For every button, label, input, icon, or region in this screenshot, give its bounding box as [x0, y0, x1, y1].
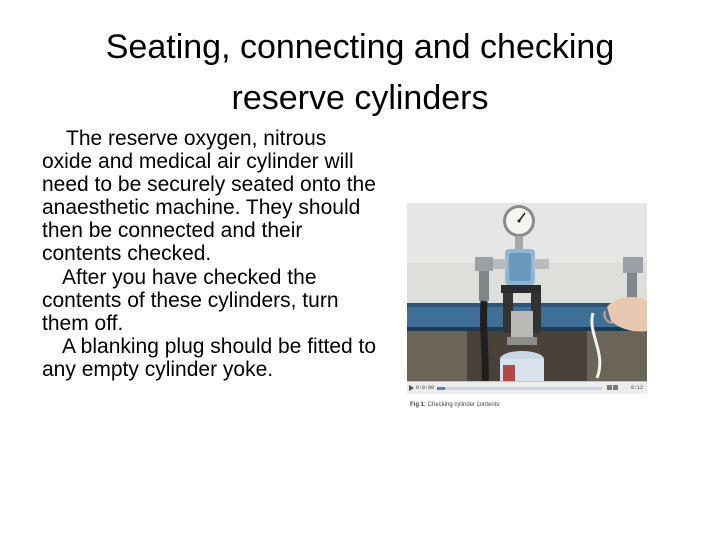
title-line-2: reserve cylinders — [231, 79, 489, 117]
video-control-icons — [607, 385, 627, 392]
body-paragraph: After you have checked the contents of these cylinders, turn them off. — [42, 265, 339, 335]
cylinder-regulator-photo — [407, 203, 647, 394]
figure-caption-label: Fig 1: — [410, 402, 426, 408]
video-frame[interactable] — [407, 203, 647, 394]
video-controls — [407, 381, 647, 394]
slide-body — [42, 127, 382, 381]
fullscreen-icon[interactable] — [613, 385, 618, 390]
title-line-1: Seating, connecting and checking — [105, 28, 615, 66]
volume-icon[interactable] — [607, 385, 612, 390]
video-progress-bar[interactable] — [437, 387, 602, 390]
body-paragraph: The reserve oxygen, nitrous oxide and medical air cylinder will need to be securely seated onto the anaesthetic machine. They should then be connected and their contents checked. — [42, 127, 376, 266]
play-icon[interactable] — [409, 385, 414, 391]
figure-caption — [410, 402, 499, 408]
video-elapsed-time: 0:0:00 — [416, 385, 435, 391]
video-total-time: 0:12 — [630, 385, 643, 391]
video-figure — [407, 203, 647, 413]
figure-caption-text: Checking cylinder contents — [427, 402, 500, 408]
video-progress-fill — [437, 387, 445, 390]
slide-title — [40, 22, 680, 124]
body-paragraph: A blanking plug should be fitted to any empty cylinder yoke. — [42, 334, 377, 381]
